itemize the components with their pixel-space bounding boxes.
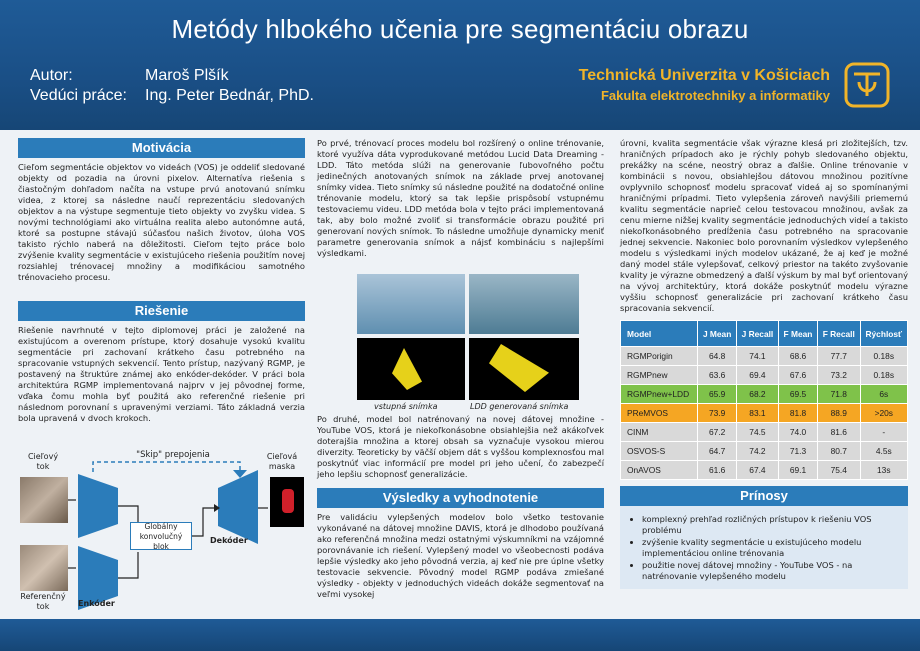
university-logo-icon [844, 62, 890, 108]
cell: 69.4 [736, 366, 778, 385]
col-header: F Mean [778, 321, 817, 347]
ldd-images [357, 274, 579, 400]
cell: 88.9 [817, 404, 860, 423]
benefit-item: • komplexný prehľad rozličných prístupov k riešeniu VOS problému [642, 514, 902, 535]
supervisor-name: Ing. Peter Bednár, PhD. [145, 87, 314, 104]
cell: PReMVOS [621, 404, 698, 423]
cell: 71.3 [778, 442, 817, 461]
cell: 77.7 [817, 347, 860, 366]
cell: 73.2 [817, 366, 860, 385]
cell: 69.5 [778, 385, 817, 404]
cell: 81.8 [778, 404, 817, 423]
table-row [621, 442, 908, 461]
col-header: Model [621, 321, 698, 347]
middle-column-lower [317, 414, 604, 600]
cell: 74.5 [736, 423, 778, 442]
input-mask [357, 338, 465, 400]
table-row [621, 366, 908, 385]
supervisor-label: Vedúci práce: [30, 87, 127, 104]
cell: CINM [621, 423, 698, 442]
cell: 64.8 [698, 347, 737, 366]
benefits-heading: Prínosy [620, 486, 908, 506]
cell: - [860, 423, 907, 442]
cell: RGMPnew+LDD [621, 385, 698, 404]
motivation-heading: Motivácia [18, 138, 305, 158]
cell: >20s [860, 404, 907, 423]
cell: RGMPorigin [621, 347, 698, 366]
results-continued-text: úrovni, kvalita segmentácie však výrazne klesá pri zložitejších, tzv. hraničných prípadoch ako je rýchly pohyb sledovaného objektu, prekážky na scéne, neostrý obraz a ďalšie. Online trénovanie v kombinácii s novou, obsiahlejšou dátovou množinou pozitívne ovplyvnilo schopnosť modelu spracovať videá aj so spomínanými hraničnými prípadmi. Tieto vylepšenia zároveň navýšili priemernú kvalitu segmentácie naprieč celou testovacou množinou, avšak za cenu mierne nižšej kvality segmentácie jednoduchých videí a takisto niekoľkonásobného predĺženia času potrebného na spracovanie jednej sekvencie. Nakoniec bolo porovnaním výsledkov vylepšeného modelu s výsledkami iných modelov ukázané, že aj keď je možné daný model stále vylepšovať, celkový priestor na takéto zvyšovanie kvality je výrazne obmedzený a ďalší výskum by mal byť orientovaný na vývoj architektúry, ktorá dokáže poskytnúť modelu výrazne vyššiu schopnosť generalizácie pri zachovaní krátkeho času spracovania sekvencií. [620, 138, 908, 313]
left-column [18, 138, 305, 424]
table-row [621, 347, 908, 366]
solution-text: Riešenie navrhnuté v tejto diplomovej práci je založené na existujúcom a overenom prístupe, ktorý dosahuje vysokú kvalitu segmentácie pri zachovaní krátkeho času potrebného na spracovanie vstupných sekvencií. Tento prístup, nazývaný RGMP, je postavený na štruktúre známej ako enkóder-dekóder. V práci bola architektúra RGMP implementovaná najprv v jej pôvodnej forme, vďaka čomu mohla byť použitá ako referenčné riešenie pri následnom porovnaní s upravenými verziami. Táto základná verzia bola upravená v dvoch krokoch. [18, 325, 305, 423]
benefits-box [620, 506, 908, 589]
benefits-list [642, 514, 902, 581]
footer-band [0, 619, 920, 651]
skip-label: "Skip" prepojenia [136, 450, 210, 460]
cell: OnAVOS [621, 461, 698, 480]
cell: 67.2 [698, 423, 737, 442]
cell: 67.6 [778, 366, 817, 385]
cell: 81.6 [817, 423, 860, 442]
ldd-mask [469, 338, 579, 400]
mask-image [270, 477, 304, 527]
results-table [620, 320, 908, 480]
cell: 69.1 [778, 461, 817, 480]
cell: 61.6 [698, 461, 737, 480]
target-label: Cieľový tok [27, 452, 59, 471]
input-frame [357, 274, 465, 334]
benefit-item: • použitie novej dátovej množiny - YouTube VOS - na natrénovanie vylepšeného modelu [642, 560, 902, 581]
cell: 4.5s [860, 442, 907, 461]
table-row-highlight [621, 385, 908, 404]
results-text: Pre validáciu vylepšených modelov bolo všetko testovanie vykonávané na dátovej množine DAVIS, ktorá je dlhodobo používaná ako referenčná množina medzi ostatnými výskumníkmi na vzájomné porovnávanie ich riešení. Vylepšený model vo všeobecnosti podáva lepšie výsledky ako jeho pôvodná verzia, aj keď nie pre úplne všetky testovacie sekvencie. Pôvodný model RGMP podáva zmiešané výsledky - objekty v jednoduchých videách dokáže segmentovať na veľmi vysokej [317, 512, 604, 599]
benefit-item: • zvýšenie kvality segmentácie u existujúceho modelu implementáciou online trénovania [642, 537, 902, 558]
decoder-label: Dekóder [210, 536, 248, 545]
poster-title: Metódy hlbokého učenia pre segmentáciu obrazu [171, 14, 749, 44]
caption-input: vstupná snímka [374, 402, 438, 411]
cell: 74.2 [736, 442, 778, 461]
mask-label: Cieľová maska [266, 452, 298, 471]
author-name: Maroš Plšík [145, 67, 229, 84]
architecture-diagram [18, 452, 305, 617]
solution-heading: Riešenie [18, 301, 305, 321]
author-info [30, 66, 314, 106]
cell: 64.7 [698, 442, 737, 461]
caption-ldd: LDD generovaná snímka [470, 402, 569, 411]
table-row [621, 461, 908, 480]
table-row [621, 423, 908, 442]
author-label: Autor: [30, 67, 73, 84]
header-banner [0, 0, 920, 130]
results-heading: Výsledky a vyhodnotenie [317, 488, 604, 508]
youtube-vos-text: Po druhé, model bol natrénovaný na novej dátovej množine - YouTube VOS, ktorá je niekoľkonásobne obsiahlejšia než akákoľvek doterajšia množina a ktorej obsah sa vyznačuje vysokou mierou diverzity. Teoreticky by väčší objem dát s vyššou komplexnosťou mal poskytnúť viac informácií pre model pri jeho učení, čo zabezpečí jeho lepšiu schopnosť generalizácie. [317, 414, 604, 479]
cell: 6s [860, 385, 907, 404]
cell: 74.1 [736, 347, 778, 366]
cell: 83.1 [736, 404, 778, 423]
cell: 75.4 [817, 461, 860, 480]
cell: 73.9 [698, 404, 737, 423]
cell: 63.6 [698, 366, 737, 385]
cell: 0.18s [860, 366, 907, 385]
middle-column [317, 138, 604, 259]
cell: 67.4 [736, 461, 778, 480]
cell: 13s [860, 461, 907, 480]
cell: 68.2 [736, 385, 778, 404]
ref-label: Referenčný tok [20, 592, 66, 611]
cell: 65.9 [698, 385, 737, 404]
motivation-text: Cieľom segmentácie objektov vo videách (VOS) je oddeliť sledované objekty od pozadia na úrovni pixelov. Alternatíva riešenia s čiastočným dohľadom načíta na vstupe prvú anotovanú snímku videa, z ktorej sa následne naučí reprezentáciu sledovaných objektov a na výstupe segmentuje tieto objekty vo zvyšku videa. S novými technológiami ako virtuálna realita alebo autonómne autá, ktoré sa postupne stávajú súčasťou našich životov, úloha VOS takisto rýchlo naberá na dôležitosti. Cieľom tejto práce bolo zvýšenie kvality segmentácie v existujúceho riešenia použitím novej rozsiahlej trénovacej množiny a modifikáciou samotného trénovacieho procesu. [18, 162, 305, 282]
encoder-top [78, 474, 118, 538]
cell: 71.8 [817, 385, 860, 404]
global-conv-label: Globálny konvolučný blok [139, 522, 183, 551]
table-header [621, 321, 908, 347]
university-info [579, 66, 830, 106]
online-training-text: Po prvé, trénovací proces modelu bol rozšírený o online trénovanie, ktoré využíva dáta vyprodukované metódou Lucid Data Dreaming - LDD. Táto metóda slúži na generovanie ľubovoľného počtu jedinečných anotovaných snímok na základe prvej anotovanej snímky videa. Tieto snímky sú následne použité na dodatočné online trénovanie modelu, ktorý sa tak lepšie prispôsobí vstupnému testovaciemu videu. LDD metóda bola v tejto práci implementovaná tak, aby bolo možné zvoliť si transformácie obrazu použité pri generovaní nových snímok. To následne umožňuje dynamicky meniť parametre generovania snímok a nájsť kombináciu s najlepšími výsledkami. [317, 138, 604, 258]
faculty-name: Fakulta elektrotechniky a informatiky [600, 88, 830, 103]
cell: OSVOS-S [621, 442, 698, 461]
col-header: F Recall [817, 321, 860, 347]
right-column [620, 138, 908, 589]
col-header: J Mean [698, 321, 737, 347]
col-header: J Recall [736, 321, 778, 347]
cell: 80.7 [817, 442, 860, 461]
cell: RGMPnew [621, 366, 698, 385]
decoder [218, 470, 258, 544]
table-row-best [621, 404, 908, 423]
encoder-label: Enkóder [78, 599, 115, 608]
cell: 74.0 [778, 423, 817, 442]
university-name: Technická Univerzita v Košiciach [578, 67, 830, 84]
cell: 0.18s [860, 347, 907, 366]
col-header: Rýchlosť [860, 321, 907, 347]
ldd-frame [469, 274, 579, 334]
cell: 68.6 [778, 347, 817, 366]
